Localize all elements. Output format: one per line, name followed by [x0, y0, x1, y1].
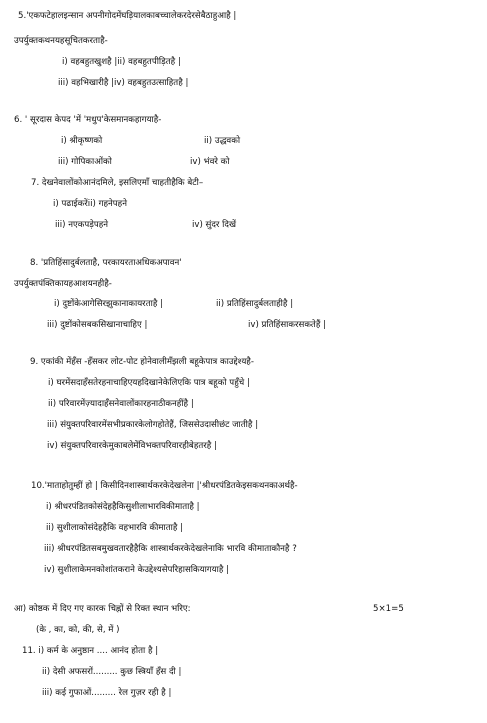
q9-option-ii: ii) परिवारमेंज़्यादाहँसनेवालोंकारहनाठीकनहींहै | [48, 399, 194, 409]
section-b-word-list: (के , का, को, की, से, में ) [36, 625, 120, 635]
q10-option-iv: iv) सुशीलाकेमनकोशांतकराने केउद्देश्यसेपरिहासकियागयाहै | [44, 565, 230, 575]
q8-stem: 8. 'प्रतिहिंसादुर्बलताहै, परकायरताअधिकअपावन' [30, 258, 182, 268]
q5-stem: 5.'एकफटेहालइन्सान अपनीगोदमेंघड़ियालकाबच्चालेकरदेरसेबैठाहुआहै | [18, 11, 237, 21]
q5-option-i-ii: i) वहबहुतखुशहै |ii) वहबहुतपीड़ितहै | [62, 57, 181, 67]
q11-option-iii: iii) कई गुफाओं......... रेल गुज़र रही है | [42, 688, 172, 698]
q10-stem: 10.'माताहोतुम्हीं हो | किसीदिनशास्त्रार्थकरकेदेखलेना |'श्रीधरपंडितकेइसकथनकाअर्थहै- [31, 481, 298, 491]
q9-option-iv: iv) संयुक्तपरिवारकेमुकाबलेमेंविभक्तपरिवारहीबेहतरहै | [47, 441, 217, 451]
q7-stem: 7. देखनेवालोंकोआनंदमिले, इसलिएमाँ चाहतीहैकि बेटी– [31, 178, 204, 188]
section-b-instruction: आ) कोष्ठक में दिए गए कारक चिह्नों से रिक्त स्थान भरिए: [14, 604, 191, 614]
q8-instruction: उपर्युक्तपंक्तिकायहआशयनहीहै- [14, 279, 112, 289]
q6-option-iv: iv) भंवरे को [190, 157, 230, 167]
section-b-marks: 5×1=5 [373, 604, 404, 614]
q9-option-i: i) घरमेंसदाहँसतेरहनाचाहिएयहदिखानेकेलिएकि पात्र बहूको पहुँचे | [48, 378, 250, 388]
q10-option-iii: iii) श्रीधरपंडितसबमुखवतारहैहैकि शास्त्रार्थकरकेदेखलेनाकि भारवि कीमाताकौनहै ? [44, 544, 297, 554]
q8-option-iii: iii) दुष्टोंकोसबकसिखानाचाहिए | [47, 320, 148, 330]
q11-option-i: 11. i) कर्म के अनुष्ठान .... आनंद होता है | [22, 646, 159, 656]
q7-option-iv: iv) सुंदर दिखें [192, 220, 236, 230]
q9-option-iii: iii) संयुक्तपरिवारमेंसभीप्रकारकेलोगहोतेहैं, जिससेउदासीछंट जातीहै | [47, 420, 259, 430]
q6-option-i: i) श्रीकृष्णको [61, 136, 103, 146]
q6-stem: 6. ' सूरदास केपद 'में 'मधुप'केसमानकहागयाहै- [14, 115, 162, 125]
q11-option-ii: ii) देसी अफसरों......... कुछ स्त्रियाँ हँस दी | [42, 667, 182, 677]
q7-option-i-ii: i) पढाईकरेंii) गहनेपहने [53, 199, 127, 209]
q10-option-i: i) श्रीधरपंडितकोसंदेहहैकिसुशीलाभारविकीमाताहै | [46, 502, 200, 512]
q8-option-ii: ii) प्रतिहिंसादुर्बलताहीहै | [216, 299, 294, 309]
q5-instruction: उपर्युक्तकथनयहसूचितकरताहै- [14, 36, 108, 46]
q7-option-iii: iii) नएकपड़ेपहने [55, 220, 109, 230]
q8-option-i: i) दुष्टोंकेआगेसिरझुकानाकायरताहै | [54, 299, 164, 309]
q10-option-ii: ii) सुशीलाकोसंदेहहैकि वहभारवि कीमाताहै | [46, 523, 184, 533]
q6-option-ii: ii) उद्धवको [204, 136, 241, 146]
q9-stem: 9. एकांकी मेंहँस -हँसकर लोट-पोट होनेवालीमँझली बहूकेपात्र काउद्देश्यहै- [30, 357, 254, 367]
q8-option-iv: iv) प्रतिहिंसाकरसकतेहैं | [248, 320, 327, 330]
q5-option-iii-iv: iii) वहभिखारीहै |iv) वहबहुतउत्साहितहै | [58, 78, 189, 88]
q6-option-iii: iii) गोपिकाओंको [58, 157, 112, 167]
